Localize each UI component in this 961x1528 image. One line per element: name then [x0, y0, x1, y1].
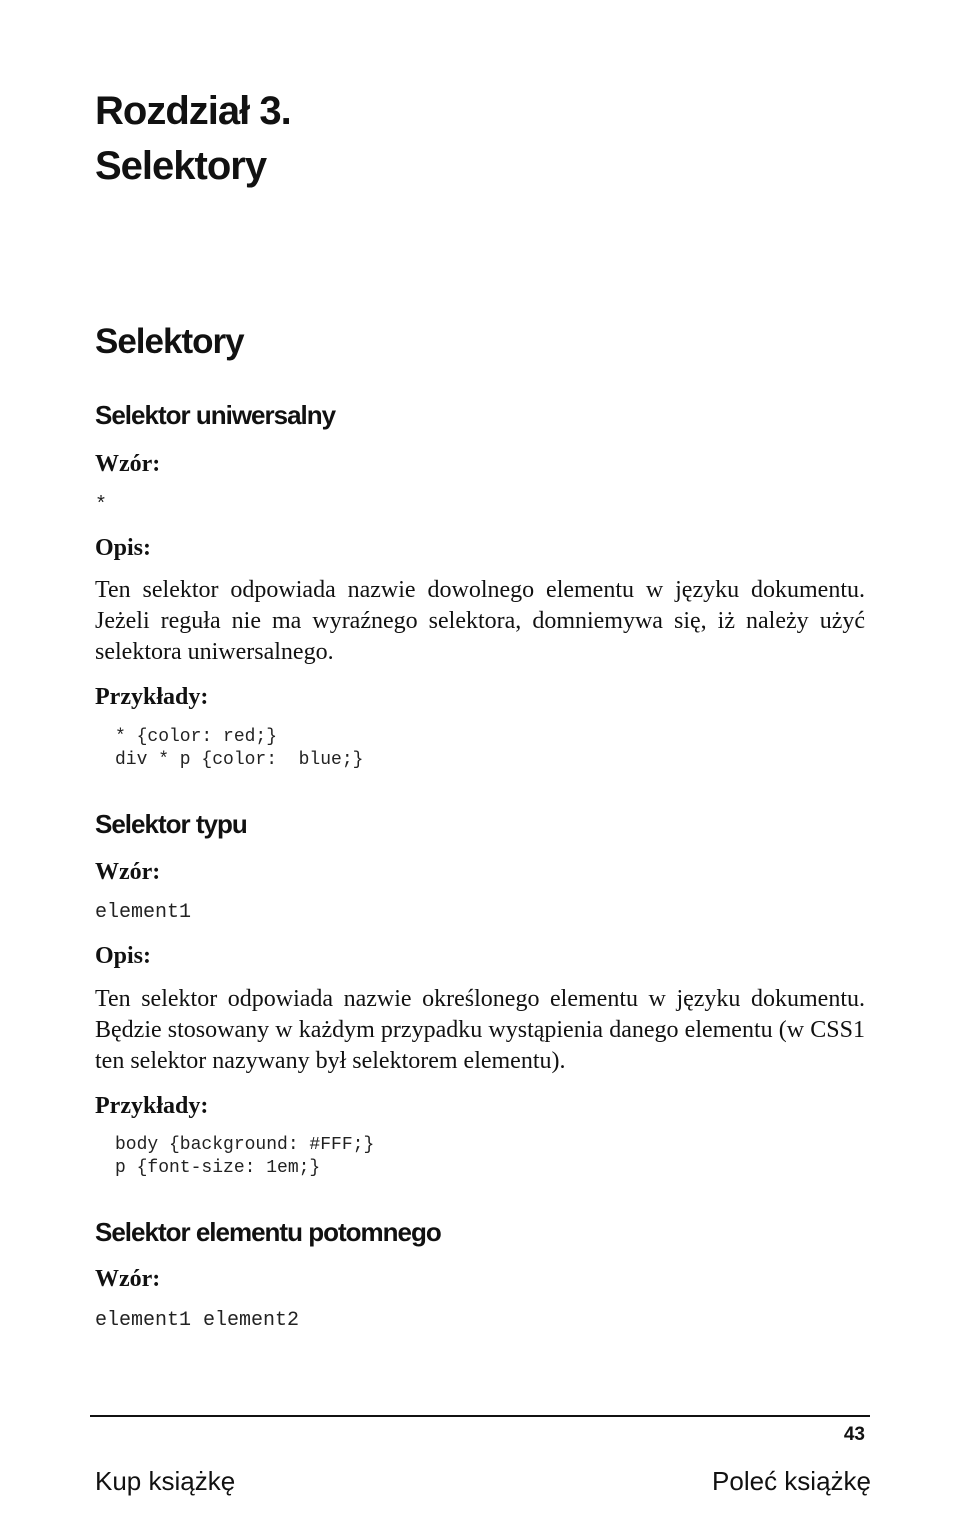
type-description: Ten selektor odpowiada nazwie określonego elementu w języku dokumentu. Będzie stosowany w każdym przypadku wystąpienia danego elementu (w CSS1 ten selektor nazywany był selektorem elementu).: [95, 986, 865, 1074]
universal-pattern-label: Wzór:: [95, 451, 161, 477]
type-selector-heading: Selektor typu: [95, 809, 247, 839]
type-examples-code: body {background: #FFF;} p {font-size: 1em;}: [115, 1135, 375, 1178]
universal-examples-code: * {color: red;} div * p {color: blue;}: [115, 727, 364, 770]
universal-description-label: Opis:: [95, 535, 152, 561]
type-examples-label: Przykłady:: [95, 1093, 209, 1119]
universal-pattern: *: [95, 494, 108, 517]
universal-selector-heading: Selektor uniwersalny: [95, 400, 336, 430]
chapter-number: Rozdział 3.: [95, 89, 291, 133]
buy-book-link[interactable]: Kup książkę: [95, 1466, 236, 1496]
descendant-selector-heading: Selektor elementu potomnego: [95, 1217, 441, 1247]
type-pattern-label: Wzór:: [95, 859, 161, 885]
universal-description: Ten selektor odpowiada nazwie dowolnego elementu w języku dokumentu. Jeżeli reguła nie ma wyraźnego selektora, domniemywa się, iż należy użyć selektora uniwersalnego.: [95, 577, 865, 665]
page-number: 43: [843, 1424, 865, 1445]
descendant-pattern-label: Wzór:: [95, 1266, 161, 1292]
footer-divider: [90, 1415, 870, 1417]
type-pattern: element1: [95, 901, 192, 924]
universal-examples-label: Przykłady:: [95, 684, 209, 710]
section-title: Selektory: [95, 322, 244, 361]
chapter-name: Selektory: [95, 144, 267, 188]
recommend-book-link[interactable]: Poleć książkę: [712, 1466, 871, 1496]
descendant-pattern: element1 element2: [95, 1309, 300, 1332]
type-description-label: Opis:: [95, 943, 152, 969]
chapter-title: [95, 84, 291, 194]
